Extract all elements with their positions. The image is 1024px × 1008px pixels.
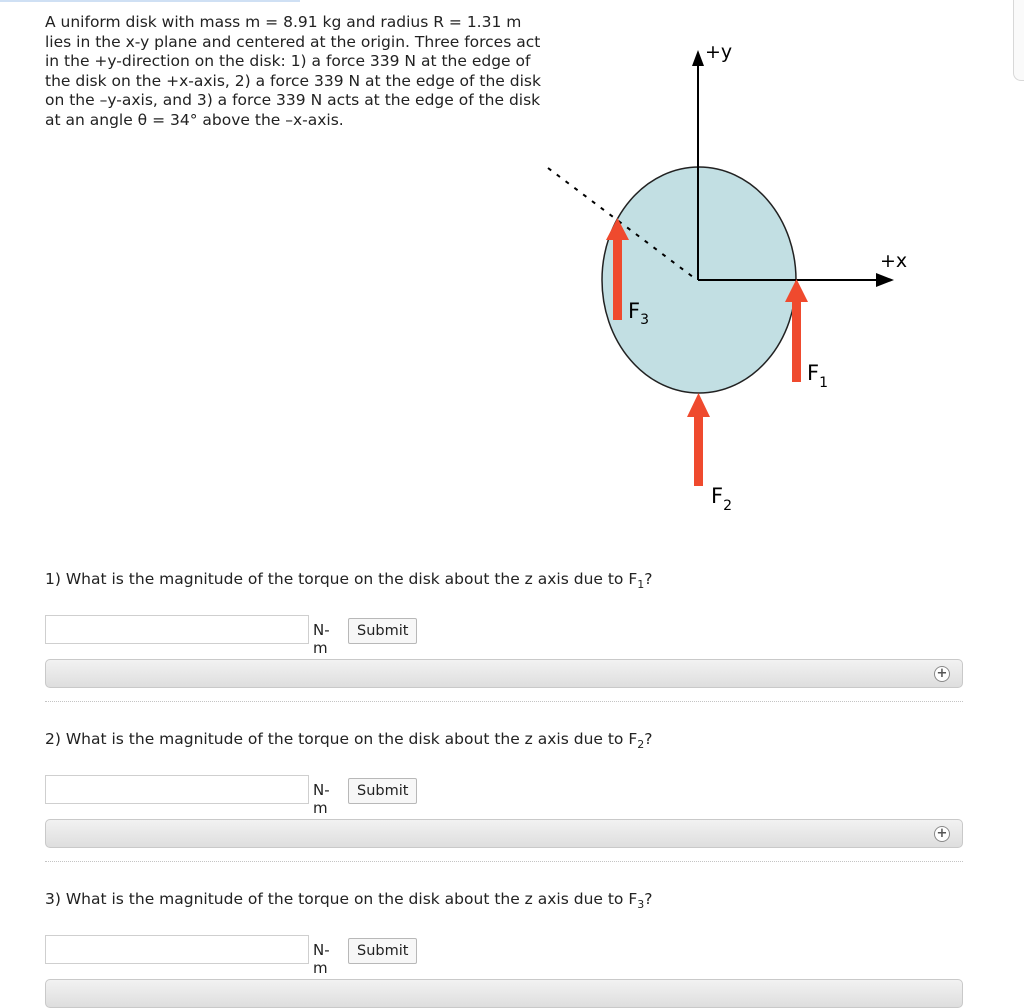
question-3-answer-input[interactable] — [45, 935, 309, 964]
plus-icon[interactable]: + — [934, 826, 950, 842]
f3-subscript: 3 — [640, 312, 650, 328]
question-1-suffix: ? — [644, 570, 653, 588]
plus-icon[interactable]: + — [934, 666, 950, 682]
svg-text:F2 — [711, 484, 732, 514]
f1-subscript: 1 — [819, 375, 829, 391]
f1-label: F — [807, 361, 820, 385]
question-1-hint-bar[interactable] — [45, 659, 963, 688]
question-2-suffix: ? — [644, 730, 653, 748]
question-2-prefix: 2) What is the magnitude of the torque on the disk about the z axis due to F — [45, 730, 638, 748]
f2-label: F — [711, 484, 724, 508]
question-1-answer-input[interactable] — [45, 615, 309, 644]
question-2-hint-bar[interactable] — [45, 819, 963, 848]
disk-force-diagram — [540, 25, 930, 535]
axis-y-label: +y — [705, 41, 733, 63]
question-2-answer-input[interactable] — [45, 775, 309, 804]
section-divider — [45, 701, 963, 702]
question-2-submit-button[interactable]: Submit — [348, 778, 417, 804]
f3-label: F — [628, 299, 641, 323]
question-1-unit: N-m — [313, 621, 330, 657]
question-3-hint-bar[interactable] — [45, 979, 963, 1008]
question-1-submit-button[interactable]: Submit — [348, 618, 417, 644]
question-3-unit: N-m — [313, 941, 330, 977]
section-divider — [45, 861, 963, 862]
question-1-subscript: 1 — [637, 578, 645, 592]
y-axis-arrowhead — [692, 50, 704, 66]
question-3-prefix: 3) What is the magnitude of the torque on the disk about the z axis due to F — [45, 890, 638, 908]
question-1-prefix: 1) What is the magnitude of the torque on the disk about the z axis due to F — [45, 570, 638, 588]
scrollbar[interactable] — [1013, 0, 1024, 81]
axis-x-label: +x — [880, 250, 908, 272]
question-3-submit-button[interactable]: Submit — [348, 938, 417, 964]
question-2-text — [45, 730, 653, 751]
f2-arrow-shaft — [694, 414, 703, 486]
f2-subscript: 2 — [723, 498, 733, 514]
f1-arrow-shaft — [792, 299, 801, 382]
f3-arrow-shaft — [613, 236, 622, 320]
question-2-unit: N-m — [313, 781, 330, 817]
question-3-suffix: ? — [644, 890, 653, 908]
question-3-text — [45, 890, 653, 911]
x-axis-arrowhead — [876, 273, 894, 287]
f2-arrow-head — [687, 393, 710, 417]
question-3-subscript: 3 — [637, 898, 645, 912]
svg-text:F1 — [807, 361, 828, 391]
top-accent-line — [0, 0, 300, 2]
question-1-text — [45, 570, 653, 591]
question-2-subscript: 2 — [637, 738, 645, 752]
problem-statement: A uniform disk with mass m = 8.91 kg and radius R = 1.31 m lies in the x-y plane and centered at the origin. Three forces act in the +y-direction on the disk: 1) a force 339 N at the edge of the disk on the +x-axis, 2) a force 339 N at the edge of the disk on the –y-axis, and 3) a force 339 N acts at the edge of the disk at an angle θ = 34° above the –x-axis. — [45, 13, 541, 129]
